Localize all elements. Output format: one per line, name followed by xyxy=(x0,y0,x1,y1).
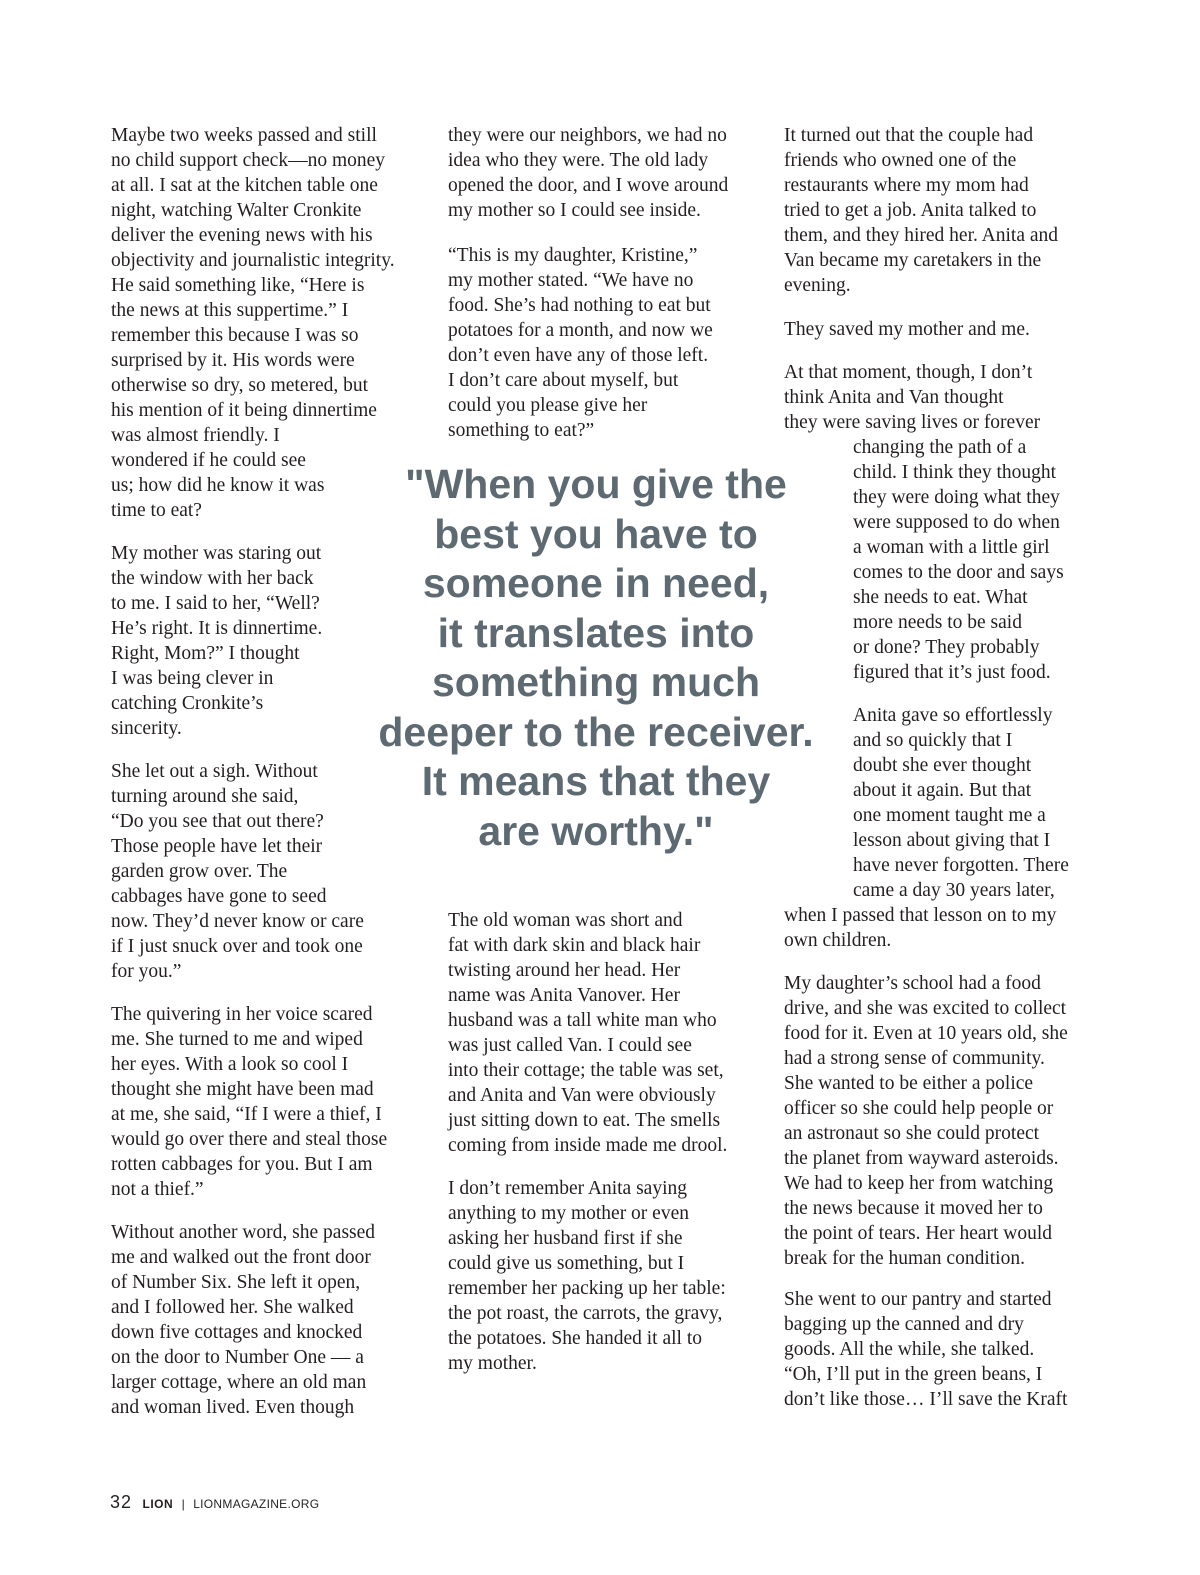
text-line: husband was a tall white man who xyxy=(448,1010,717,1031)
text-line: food. She’s had nothing to eat but xyxy=(448,295,711,316)
pull-quote-line: it translates into xyxy=(437,609,755,656)
pull-quote-line: are worthy." xyxy=(478,807,714,854)
text-line: a woman with a little girl xyxy=(853,537,1050,558)
pull-quote-line: It means that they xyxy=(421,758,771,804)
pull-quote-line: deeper to the receiver. xyxy=(378,708,814,755)
text-line: of Number Six. She left it open, xyxy=(111,1272,361,1293)
text-line: them, and they hired her. Anita and xyxy=(784,225,1059,246)
text-line: and I followed her. She walked xyxy=(111,1297,354,1318)
text-line: they were saving lives or forever xyxy=(784,412,1041,433)
text-line: She let out a sigh. Without xyxy=(111,761,318,782)
text-line: night, watching Walter Cronkite xyxy=(111,200,362,221)
text-line: bagging up the canned and dry xyxy=(784,1314,1024,1335)
text-line: She went to our pantry and started xyxy=(784,1289,1052,1310)
text-line: larger cottage, where an old man xyxy=(111,1372,367,1393)
text-line: don’t like those… I’ll save the Kraft xyxy=(784,1389,1068,1410)
text-line: I was being clever in xyxy=(111,668,274,689)
text-line: coming from inside made me drool. xyxy=(448,1135,728,1156)
text-line: down five cottages and knocked xyxy=(111,1322,363,1343)
text-line: doubt she ever thought xyxy=(853,755,1032,776)
text-line: “This is my daughter, Kristine,” xyxy=(448,245,698,266)
text-line: more needs to be said xyxy=(853,612,1022,633)
text-line: turning around she said, xyxy=(111,786,299,807)
text-line: was almost friendly. I xyxy=(111,425,280,446)
text-line: Those people have let their xyxy=(111,836,323,857)
text-line: my mother. xyxy=(448,1353,537,1374)
text-line: changing the path of a xyxy=(853,437,1027,458)
text-line: “Do you see that out there? xyxy=(111,811,324,832)
text-line: At that moment, though, I don’t xyxy=(784,362,1033,383)
text-line: no child support check—no money xyxy=(111,150,386,171)
text-line: something to eat?” xyxy=(448,420,595,441)
footer-separator: | xyxy=(181,1497,185,1511)
text-line: the news at this suppertime.” I xyxy=(111,300,349,321)
text-line: rotten cabbages for you. But I am xyxy=(111,1154,373,1175)
text-line: deliver the evening news with his xyxy=(111,225,373,246)
text-line: my mother stated. “We have no xyxy=(448,270,694,291)
text-line: lesson about giving that I xyxy=(853,830,1051,851)
text-line: cabbages have gone to seed xyxy=(111,886,327,907)
website-link[interactable]: LIONMAGAZINE.ORG xyxy=(193,1497,320,1511)
text-line: Without another word, she passed xyxy=(111,1222,376,1243)
text-line: she needs to eat. What xyxy=(853,587,1028,608)
text-line: into their cottage; the table was set, xyxy=(448,1060,724,1081)
text-line: the potatoes. She handed it all to xyxy=(448,1328,702,1349)
text-line: comes to the door and says xyxy=(853,562,1064,583)
text-line: drive, and she was excited to collect xyxy=(784,998,1067,1019)
text-line: at me, she said, “If I were a thief, I xyxy=(111,1104,382,1125)
text-line: goods. All the while, she talked. xyxy=(784,1339,1035,1360)
text-line: surprised by it. His words were xyxy=(111,350,355,371)
text-line: sincerity. xyxy=(111,718,182,739)
text-line: or done? They probably xyxy=(853,637,1040,658)
text-line: Anita gave so effortlessly xyxy=(853,705,1053,726)
text-line: evening. xyxy=(784,275,851,296)
text-line: the planet from wayward asteroids. xyxy=(784,1148,1059,1169)
text-line: they were our neighbors, we had no xyxy=(448,125,727,146)
text-line: restaurants where my mom had xyxy=(784,175,1029,196)
text-line: about it again. But that xyxy=(853,780,1032,801)
text-line: her eyes. With a look so cool I xyxy=(111,1054,349,1075)
text-line: The old woman was short and xyxy=(448,910,683,931)
text-line: potatoes for a month, and now we xyxy=(448,320,713,341)
text-line: and Anita and Van were obviously xyxy=(448,1085,716,1106)
text-line: He’s right. It is dinnertime. xyxy=(111,618,323,639)
text-line: could you please give her xyxy=(448,395,648,416)
text-line: one moment taught me a xyxy=(853,805,1046,826)
text-line: remember her packing up her table: xyxy=(448,1278,726,1299)
text-line: not a thief.” xyxy=(111,1179,204,1200)
text-line: Maybe two weeks passed and still xyxy=(111,125,377,146)
text-line: Right, Mom?” I thought xyxy=(111,643,300,664)
text-line: and so quickly that I xyxy=(853,730,1013,751)
text-line: opened the door, and I wove around xyxy=(448,175,729,196)
text-line: they were doing what they xyxy=(853,487,1060,508)
text-line: for you.” xyxy=(111,961,182,982)
text-line: officer so she could help people or xyxy=(784,1098,1054,1119)
text-line: think Anita and Van thought xyxy=(784,387,1004,408)
text-line: Van became my caretakers in the xyxy=(784,250,1042,271)
text-line: the window with her back xyxy=(111,568,314,589)
text-line: food for it. Even at 10 years old, she xyxy=(784,1023,1068,1044)
text-line: me. She turned to me and wiped xyxy=(111,1029,363,1050)
text-line: at all. I sat at the kitchen table one xyxy=(111,175,378,196)
text-line: an astronaut so she could protect xyxy=(784,1123,1040,1144)
pull-quote-line: best you have to xyxy=(434,510,758,557)
text-line: the pot roast, the carrots, the gravy, xyxy=(448,1303,723,1324)
text-line: idea who they were. The old lady xyxy=(448,150,709,171)
text-line: had a strong sense of community. xyxy=(784,1048,1045,1069)
pull-quote-line: something much xyxy=(431,659,761,705)
text-line: garden grow over. The xyxy=(111,861,288,882)
text-line: We had to keep her from watching xyxy=(784,1173,1054,1194)
text-line: figured that it’s just food. xyxy=(853,662,1051,683)
text-line: own children. xyxy=(784,930,892,951)
text-line: were supposed to do when xyxy=(853,512,1060,533)
text-line: They saved my mother and me. xyxy=(784,319,1030,340)
text-line: my mother so I could see inside. xyxy=(448,200,701,221)
text-line: It turned out that the couple had xyxy=(784,125,1034,146)
text-line: would go over there and steal those xyxy=(111,1129,388,1150)
text-line: could give us something, but I xyxy=(448,1253,685,1274)
text-line: anything to my mother or even xyxy=(448,1203,689,1224)
text-line: twisting around her head. Her xyxy=(448,960,681,981)
text-line: I don’t care about myself, but xyxy=(448,370,679,391)
text-line: tried to get a job. Anita talked to xyxy=(784,200,1037,221)
text-line: us; how did he know it was xyxy=(111,475,325,496)
text-line: child. I think they thought xyxy=(853,462,1057,483)
text-line: was just called Van. I could see xyxy=(448,1035,692,1056)
text-line: He said something like, “Here is xyxy=(111,275,365,296)
text-line: and woman lived. Even though xyxy=(111,1397,355,1418)
text-line: now. They’d never know or care xyxy=(111,911,364,932)
text-line: to me. I said to her, “Well? xyxy=(111,593,320,614)
text-line: catching Cronkite’s xyxy=(111,693,264,714)
pull-quote-line: someone in need, xyxy=(422,560,770,606)
text-line: otherwise so dry, so metered, but xyxy=(111,375,369,396)
text-line: My mother was staring out xyxy=(111,543,322,564)
text-line: wondered if he could see xyxy=(111,450,306,471)
text-line: came a day 30 years later, xyxy=(853,880,1055,901)
text-line: I don’t remember Anita saying xyxy=(448,1178,687,1199)
text-line: She wanted to be either a police xyxy=(784,1073,1034,1094)
text-line: me and walked out the front door xyxy=(111,1247,371,1268)
text-line: remember this because I was so xyxy=(111,325,359,346)
text-line: break for the human condition. xyxy=(784,1248,1025,1269)
text-line: on the door to Number One — a xyxy=(111,1347,364,1368)
text-line: when I passed that lesson on to my xyxy=(784,905,1057,926)
text-line: name was Anita Vanover. Her xyxy=(448,985,680,1006)
text-line: My daughter’s school had a food xyxy=(784,973,1041,994)
text-line: thought she might have been mad xyxy=(111,1079,374,1100)
text-line: asking her husband first if she xyxy=(448,1228,683,1249)
text-line: time to eat? xyxy=(111,500,202,521)
page-number: 32 xyxy=(110,1492,133,1512)
text-line: friends who owned one of the xyxy=(784,150,1017,171)
text-line: just sitting down to eat. The smells xyxy=(448,1110,721,1131)
text-line: “Oh, I’ll put in the green beans, I xyxy=(784,1364,1043,1385)
text-line: don’t even have any of those left. xyxy=(448,345,709,366)
page-footer xyxy=(110,1492,319,1513)
text-line: his mention of it being dinnertime xyxy=(111,400,377,421)
text-line: the news because it moved her to xyxy=(784,1198,1043,1219)
magazine-brand: LION xyxy=(142,1497,174,1511)
text-line: the point of tears. Her heart would xyxy=(784,1223,1053,1244)
text-line: objectivity and journalistic integrity. xyxy=(111,250,395,271)
text-line: if I just snuck over and took one xyxy=(111,936,363,957)
text-line: The quivering in her voice scared xyxy=(111,1004,373,1025)
text-line: fat with dark skin and black hair xyxy=(448,935,701,956)
pull-quote-line: "When you give the xyxy=(405,461,787,507)
text-line: have never forgotten. There xyxy=(853,855,1069,876)
